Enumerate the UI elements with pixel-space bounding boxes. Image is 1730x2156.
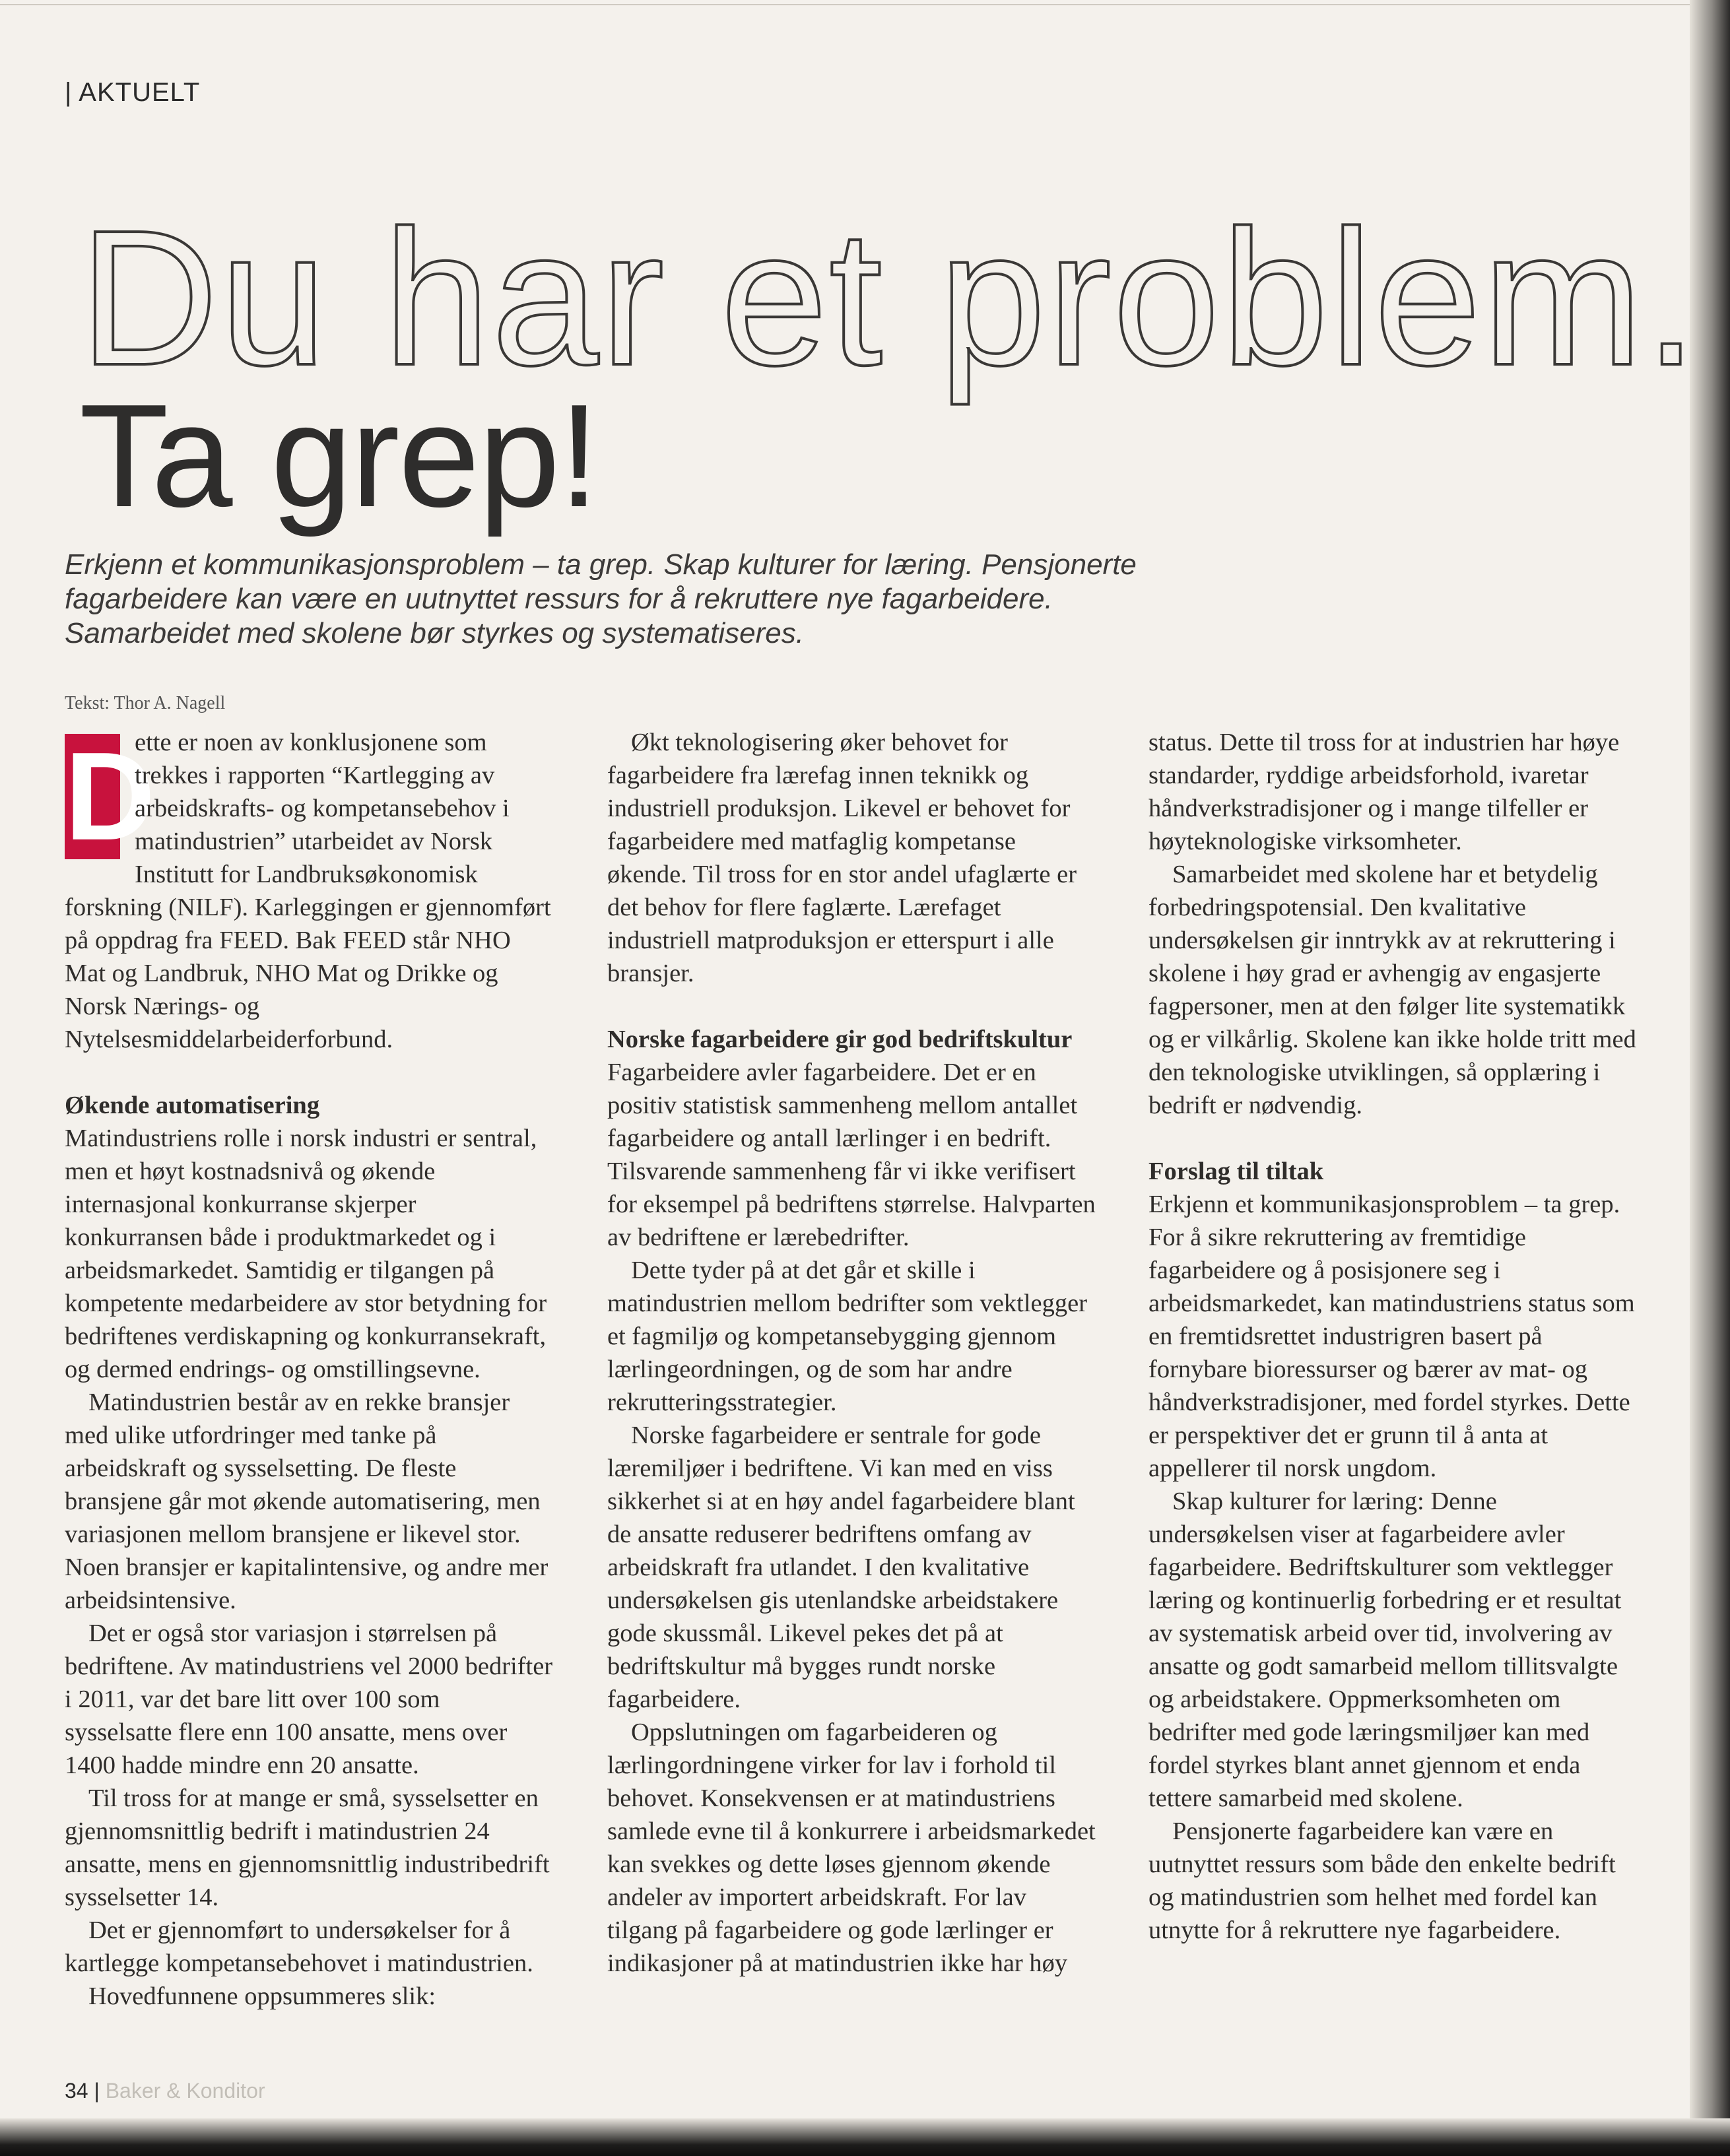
body-paragraph: Hovedfunnene oppsummeres slik:	[88, 1982, 436, 2010]
body-paragraph: Norske fagarbeidere er sentrale for gode læremiljøer i bedriftene. Vi kan med en viss sikkerhet si at en høy andel fagarbeidere blant de ansatte reduserer bedriftens omfang av arbeidskraft fra utlandet. I den kvalitative undersøkelsen gis utenlandske arbeidstakere gode skussmål. Likevel pekes det på at bedriftskultur må bygges rundt norske fagarbeidere.	[607, 1421, 1075, 1713]
magazine-name: Baker & Konditor	[105, 2079, 265, 2103]
byline: Tekst: Thor A. Nagell	[65, 693, 226, 713]
article-column-2	[607, 726, 1096, 1980]
section-label: | AKTUELT	[65, 78, 201, 107]
subheading: Norske fagarbeidere gir god bedriftskultur	[607, 1026, 1073, 1053]
body-paragraph: Skap kulturer for læring: Denne undersøkelsen viser at fagarbeidere avler fagarbeidere. Bedriftskulturer som vektlegger læring og kontinuerlig forbedring er et resultat av systematisk arbeid over tid, involvering av ansatte og godt samarbeid mellom tillitsvalgte og arbeidstakere. Oppmerksomheten om bedrifter med gode læringsmiljøer kan med fordel styrkes blant annet gjennom et enda tettere samarbeid med skolene.	[1148, 1487, 1622, 1812]
drop-cap: D	[65, 727, 156, 866]
body-paragraph: Økt teknologisering øker behovet for fagarbeidere fra lærefag innen teknikk og industriell produksjon. Likevel er behovet for fagarbeidere med matfaglig kompetanse økende. Til tross for en stor andel ufaglærte er det behov for flere faglærte. Lærefaget industriell matproduksjon er etterspurt i alle bransjer.	[607, 729, 1077, 987]
body-paragraph: Samarbeidet med skolene har et betydelig forbedringspotensial. Den kvalitative undersøkelsen gir inntrykk av at rekruttering i skolene i høy grad er avhengig av engasjerte fagpersoner, men at den følger lite systematikk og er vilkårlig. Skolene kan ikke holde tritt med den teknologiske utviklingen, så opplæring i bedrift er nødvendig.	[1148, 861, 1636, 1119]
body-paragraph: Det er også stor variasjon i størrelsen på bedriftene. Av matindustriens vel 2000 bedrifter i 2011, var det bare litt over 100 som sysselsatte flere enn 100 ansatte, mens over 1400 hadde mindre enn 20 ansatte.	[65, 1619, 553, 1779]
article-column-1	[65, 726, 553, 2013]
article-column-3	[1148, 726, 1637, 1947]
body-paragraph: Det er gjennomført to undersøkelser for å kartlegge kompetansebehovet i matindustrien.	[65, 1916, 533, 1977]
body-paragraph: Til tross for at mange er små, sysselsetter en gjennomsnittlig bedrift i matindustrien 24 ansatte, mens en gjennomsnittlig industribedrift sysselsetter 14.	[65, 1784, 550, 1911]
body-paragraph: Oppslutningen om fagarbeideren og lærlingordningene virker for lav i forhold til behovet. Konsekvensen er at matindustriens samlede evne til å konkurrere i arbeidsmarkedet kan svekkes og dette løses gjennom økende andeler av importert arbeidskraft. For lav tilgang på fagarbeidere og gode lærlinger er indikasjoner på at matindustrien ikke har høy	[607, 1718, 1096, 1977]
page-top-rule	[0, 4, 1730, 5]
body-paragraph: Matindustriens rolle i norsk industri er sentral, men et høyt kostnadsnivå og økende internasjonal konkurranse skjerper konkurransen både i produktmarkedet og i arbeidsmarkedet. Samtidig er tilgangen på kompetente medarbeidere av stor betydning for bedriftenes verdiskapning og konkurransekraft, og dermed endrings- og omstillingsevne.	[65, 1125, 547, 1383]
body-paragraph: Fagarbeidere avler fagarbeidere. Det er en positiv statistisk sammenheng mellom antallet fagarbeidere og antall lærlinger i en bedrift. Tilsvarende sammenheng får vi ikke verifisert for eksempel på bedriftens størrelse. Halvparten av bedriftene er lærebedrifter.	[607, 1059, 1096, 1251]
headline-line-2: Ta grep!	[79, 374, 599, 538]
body-paragraph: status. Dette til tross for at industrien har høye standarder, ryddige arbeidsforhold, ivaretar håndverkstradisjoner og i mange tilfeller er høyteknologiske virksomheter.	[1148, 729, 1620, 855]
lead-paragraph: Erkjenn et kommunikasjonsproblem – ta grep. Skap kulturer for læring. Pensjonerte fagarbeidere kan være en uutnyttet ressurs for å rekruttere nye fagarbeidere. Samarbeidet med skolene bør styrkes og systematiseres.	[65, 548, 1137, 649]
body-paragraph: Dette tyder på at det går et skille i matindustrien mellom bedrifter som vektlegger et fagmiljø og kompetansebygging gjennom lærlingeordningen, og de som har andre rekrutteringsstrategier.	[607, 1257, 1088, 1416]
page-bottom-shadow	[0, 2118, 1730, 2156]
body-paragraph: Matindustrien består av en rekke bransjer med ulike utfordringer med tanke på arbeidskraft og sysselsetting. De fleste bransjene går mot økende automatisering, men variasjonen mellom bransjene er likevel stor. Noen bransjer er kapitalintensive, og andre mer arbeidsintensive.	[65, 1388, 549, 1614]
headline-line-1: Du har et problem.	[79, 190, 1700, 405]
subheading: Forslag til tiltak	[1148, 1158, 1324, 1185]
body-paragraph: Erkjenn et kommunikasjonsproblem – ta grep. For å sikre rekruttering av fremtidige fagarbeidere og å posisjonere seg i arbeidsmarkedet, kan matindustriens status som en fremtidsrettet industrigren basert på fornybare bioressurser og bærer av mat- og håndverkstradisjoner, med fordel styrkes. Dette er perspektiver det er grunn til å anta at appellerer til norsk ungdom.	[1148, 1191, 1635, 1482]
intro-paragraph: ette er noen av konklusjonene som trekkes i rapporten “Kartlegging av arbeidskrafts- og kompetansebehov i matindustrien” utarbeidet av Norsk Institutt for Landbruksøkonomisk forskning (NILF). Karleggingen er gjennomført på oppdrag fra FEED. Bak FEED står NHO Mat og Landbruk, NHO Mat og Drikke og Norsk Nærings- og Nytelsesmiddelarbeiderforbund.	[65, 729, 551, 1053]
page-number: 34 |	[65, 2079, 100, 2103]
page-footer	[65, 2079, 265, 2103]
body-paragraph: Pensjonerte fagarbeidere kan være en uutnyttet ressurs som både den enkelte bedrift og matindustrien som helhet med fordel kan utnytte for å rekruttere nye fagarbeidere.	[1148, 1817, 1616, 1944]
subheading: Økende automatisering	[65, 1092, 320, 1119]
